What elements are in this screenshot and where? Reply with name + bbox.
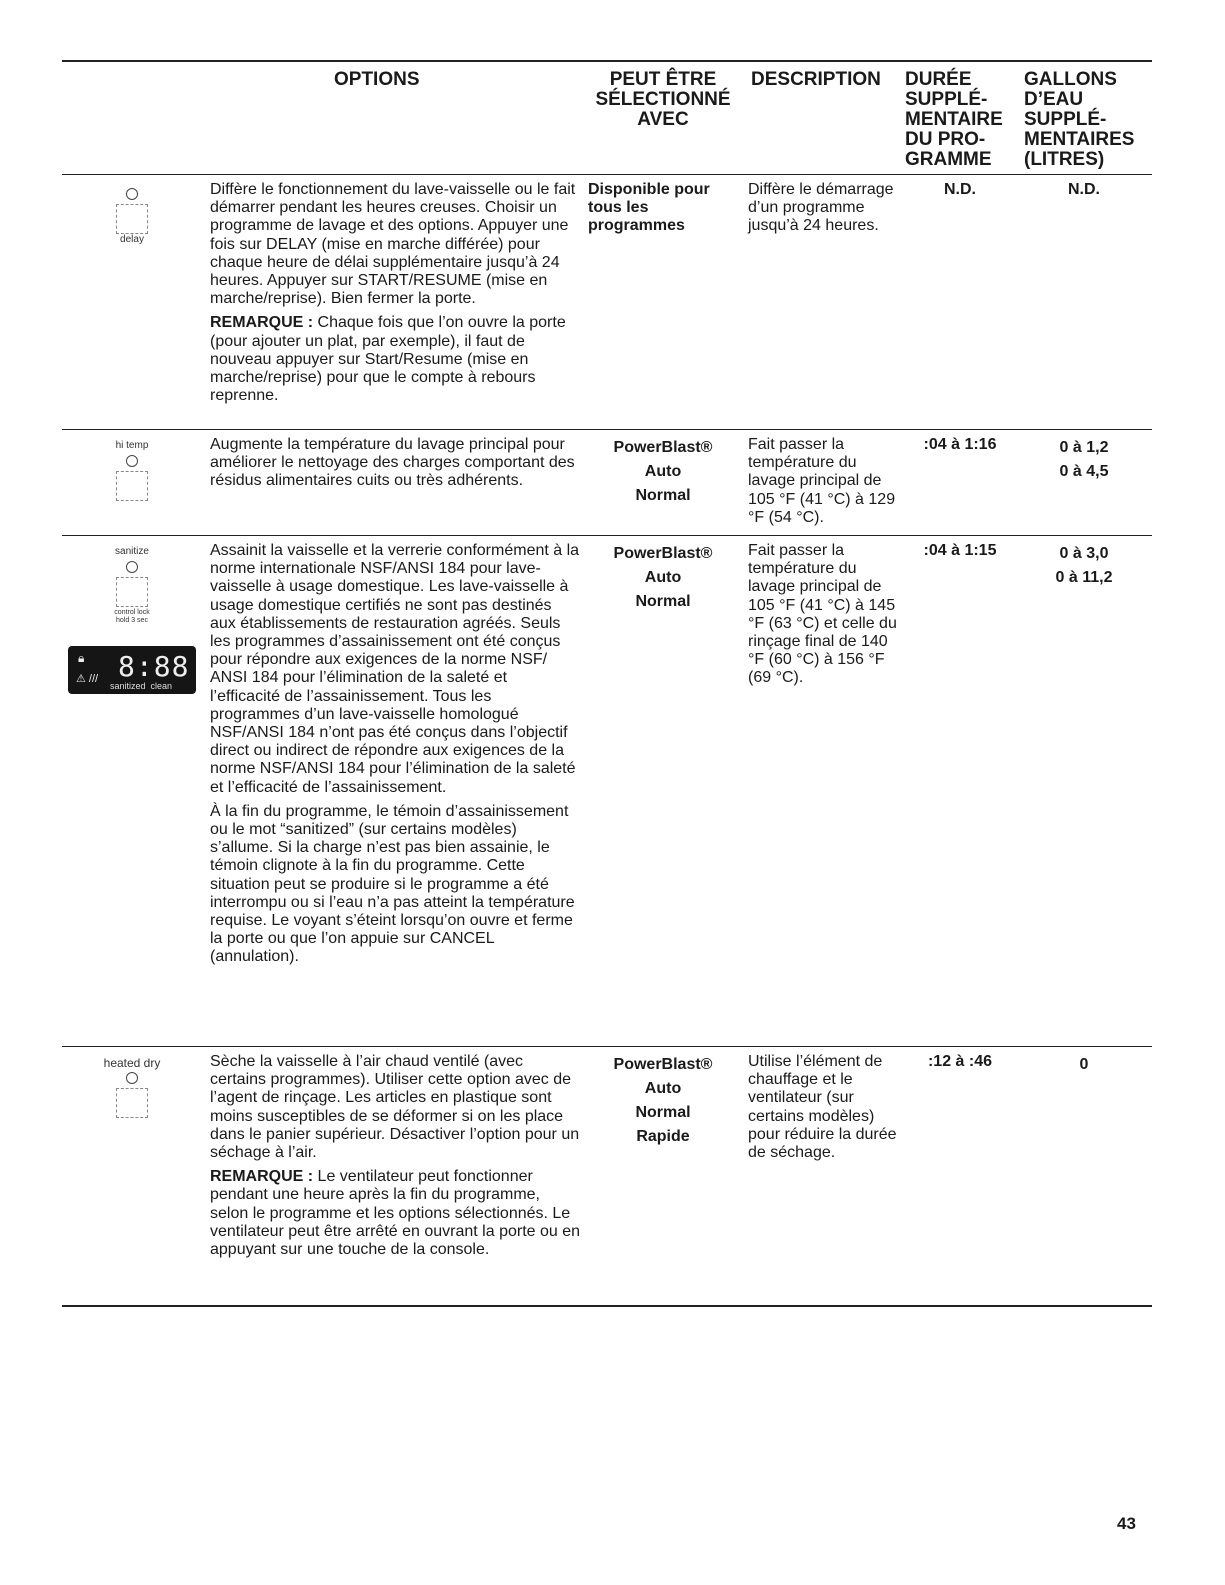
avec-item: Normal: [635, 593, 691, 610]
icon-label: sanitize: [115, 546, 149, 557]
table-row-hi-temp: [62, 430, 1152, 536]
indicator-light-icon: [126, 188, 138, 200]
key-outline-icon: [116, 471, 148, 501]
option-paragraph: Sèche la vaisselle à l’air chaud ventilé (avec certains programmes). Utiliser cette option avec de l’agent de rinçage. Les articles en plastique sont moins susceptibles de se déformer si on les place dans le panier supérieur. Désactiver l’option pour un séchage à l’air.: [210, 1053, 580, 1162]
option-paragraph: À la fin du programme, le témoin d’assainissement ou le mot “sanitized” (sur certains modèles) s’allume. Si la charge n’est pas bien assainie, le témoin clignote à la fin du programme. Cette situation peut se produire si le programme a été interrompu ou si l’eau n’a pas atteint la température requise. Le voyant s’éteint lorsqu’on ouvre et ferme la porte ou que l’on appuie sur CANCEL (annulation).: [210, 802, 575, 966]
gallons-value: 0: [1079, 1056, 1089, 1073]
heated-dry-button-icon: [62, 1057, 202, 1118]
gallons-value: 0 à 1,2: [1059, 439, 1109, 456]
header-duree: DURÉE SUPPLÉ- MENTAIRE DU PRO- GRAMME: [905, 69, 1003, 170]
option-text: [210, 1053, 580, 1265]
lcd-display: [68, 646, 196, 694]
header-gallons: GALLONS D’EAU SUPPLÉ- MENTAIRES (LITRES): [1024, 69, 1135, 170]
description-cell: Fait passer la température du lavage principal de 105 °F (41 °C) à 145 °F (63 °C) et celle du rinçage final de 140 °F (60 °C) à 156 °F (69 °C).: [748, 542, 897, 687]
avec-cell: [588, 542, 738, 614]
note-label: REMARQUE :: [210, 1168, 314, 1186]
gallons-cell: [1024, 542, 1144, 590]
sanitize-button-icon: [62, 546, 202, 691]
option-note: [210, 1168, 580, 1259]
avec-item: Auto: [644, 463, 682, 480]
header-description: DESCRIPTION: [751, 69, 881, 90]
description-cell: Fait passer la température du lavage principal de 105 °F (41 °C) à 129 °F (54 °C).: [748, 436, 896, 526]
option-note: [210, 314, 580, 405]
indicator-light-icon: [126, 455, 138, 467]
header-avec: PEUT ÊTRE SÉLECTIONNÉ AVEC: [595, 69, 731, 130]
avec-cell: [588, 1053, 738, 1149]
option-paragraph: Assainit la vaisselle et la verrerie conformément à la norme internationale NSF/ANSI 184 pour lave-vaisselle à usage domestique. Les lave-vaisselle à usage domestique certifiés ne sont pas destinés aux établissements de restauration agréés. Seuls les programmes d’assainissement ont été conçus pour répondre aux exigences de la norme NSF/ ANSI 184 pour l’élimination de la saleté et l’efficacité de l’assainissement. Tous les programmes d’un lave-vaisselle homologué NSF/ANSI 184 n’ont pas été conçus dans l’objectif direct ou indirect de répondre aux exigences de la norme NSF/ANSI 184 pour l’élimination de la saleté et l’efficacité de l’assainissement.: [210, 542, 580, 796]
key-outline-icon: [116, 577, 148, 607]
duree-cell: :04 à 1:15: [923, 542, 997, 559]
avec-item: Auto: [644, 569, 682, 586]
avec-item: PowerBlast®: [613, 545, 713, 562]
icon-label: heated dry: [103, 1056, 161, 1070]
lcd-footer: sanitized clean: [110, 681, 173, 691]
header-options: OPTIONS: [334, 69, 420, 90]
warning-icon: ⚠︎ ///: [76, 673, 99, 685]
indicator-light-icon: [126, 1072, 138, 1084]
key-outline-icon: [116, 204, 148, 234]
table-row-sanitize: [62, 536, 1152, 1047]
description-cell: Diffère le démarrage d’un programme jusqu’à 24 heures.: [748, 181, 894, 235]
avec-item: Auto: [644, 1080, 682, 1097]
lock-icon: 🔒︎: [78, 651, 85, 665]
avec-item: PowerBlast®: [613, 1056, 713, 1073]
duree-cell: :04 à 1:16: [923, 436, 997, 453]
hi-temp-button-icon: [62, 440, 202, 501]
option-text: [210, 436, 580, 497]
table-header: [62, 62, 1152, 175]
icon-label: delay: [120, 234, 144, 245]
note-text: Chaque fois que l’on ouvre la porte (pour ajouter un plat, par exemple), il faut de nouveau appuyer sur Start/Resume (mise en marche/reprise) pour que le compte à rebours reprenne.: [210, 314, 566, 405]
lcd-digits: 8:88: [118, 650, 190, 683]
description-cell: Utilise l’élément de chauffage et le ventilateur (sur certains modèles) pour réduire la durée de séchage.: [748, 1053, 897, 1162]
gallons-cell: [1024, 1053, 1144, 1077]
icon-label: hi temp: [115, 440, 149, 451]
note-text: Le ventilateur peut fonctionner pendant une heure après la fin du programme, selon le programme et les options sélectionnés. Le ventilateur peut être arrêté en ouvrant la porte ou en appuyant sur une touche de la console.: [210, 1168, 581, 1259]
gallons-value: 0 à 3,0: [1059, 545, 1109, 562]
avec-item: PowerBlast®: [613, 439, 713, 456]
note-label: REMARQUE :: [210, 314, 314, 332]
avec-item: Normal: [635, 487, 691, 504]
key-outline-icon: [116, 1088, 148, 1118]
table-row-heated-dry: [62, 1047, 1152, 1307]
avec-cell: Disponible pour tous les programmes: [588, 181, 710, 235]
options-table: [62, 60, 1152, 1307]
duree-cell: :12 à :46: [927, 1053, 993, 1070]
option-text: [210, 542, 580, 973]
avec-cell: [588, 436, 738, 508]
avec-item: Rapide: [636, 1128, 690, 1145]
option-paragraph: Augmente la température du lavage principal pour améliorer le nettoyage des charges comportant des résidus alimentaires cuits ou très adhérents.: [210, 436, 575, 490]
avec-item: Normal: [635, 1104, 691, 1121]
gallons-cell: N.D.: [1068, 181, 1100, 198]
option-text: [210, 181, 580, 411]
page-number: 43: [1117, 1514, 1136, 1533]
table-row-delay: [62, 175, 1152, 430]
indicator-light-icon: [126, 561, 138, 573]
option-paragraph: Diffère le fonctionnement du lave-vaisselle ou le fait démarrer pendant les heures creuses. Choisir un programme de lavage et des options. Appuyer une fois sur DELAY (mise en marche différée) pour chaque heure de délai supplémentaire jusqu’à 24 heures. Appuyer sur START/RESUME (mise en marche/reprise). Bien fermer la porte.: [210, 181, 576, 308]
duree-cell: N.D.: [944, 181, 976, 198]
gallons-cell: [1024, 436, 1144, 484]
liters-value: 0 à 11,2: [1055, 569, 1113, 586]
control-lock-label: control lock hold 3 sec: [114, 609, 150, 624]
delay-button-icon: [62, 185, 202, 246]
liters-value: 0 à 4,5: [1059, 463, 1109, 480]
